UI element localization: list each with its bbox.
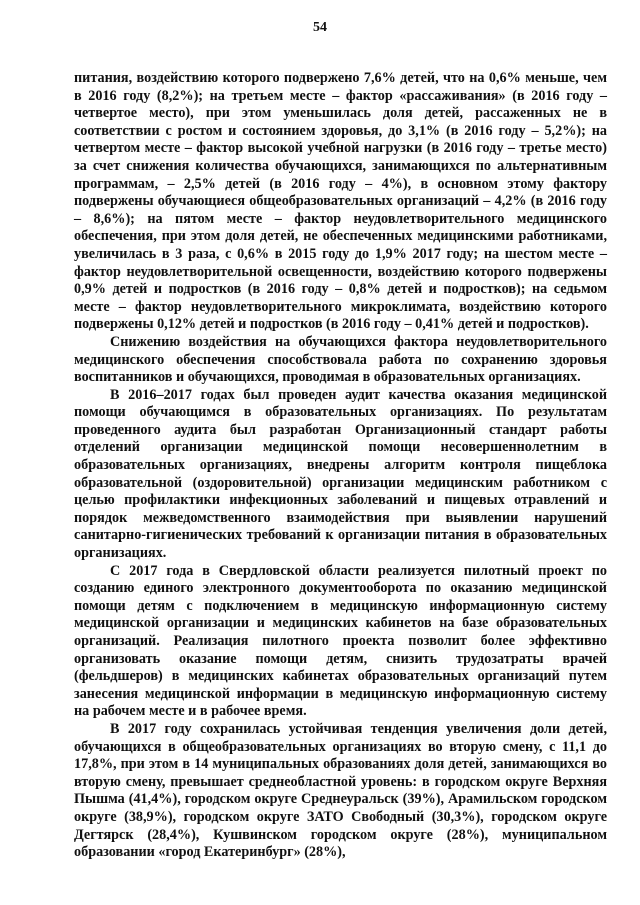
paragraph: В 2016–2017 годах был проведен аудит качества оказания медицинской помощи обучающимся в образовательных организациях. По результатам проведенного аудита был разработан Организационный стандарт работы отделений организации медицинской помощи несовершеннолетним в образовательных организациях, внедрены алгоритм контроля пищеблока образовательной (оздоровительной) организации медицинским работником с целью профилактики инфекционных заболеваний и пищевых отравлений и порядок межведомственного взаимодействия при выявлении нарушений санитарно-гигиенических требований к организации питания в образовательных организациях.	[74, 386, 607, 562]
paragraph: Снижению воздействия на обучающихся фактора неудовлетворительного медицинского обеспечения способствовала работа по сохранению здоровья воспитанников и обучающихся, проводимая в образовательных организациях.	[74, 333, 607, 386]
page-number: 54	[313, 20, 327, 35]
paragraph: В 2017 году сохранилась устойчивая тенденция увеличения доли детей, обучающихся в общеобразовательных организациях во вторую смену, с 11,1 до 17,8%, при этом в 14 муниципальных образованиях доля детей, занимающихся во вторую смену, превышает среднеобластной уровень: в городском округе Верхняя Пышма (41,4%), городском округе Среднеуральск (39%), Арамильском городском округе (38,9%), городском округе ЗАТО Свободный (30,3%), городском округе Дегтярск (28,4%), Кушвинском городском округе (28%), муниципальном образовании «город Екатеринбург» (28%),	[74, 720, 607, 861]
body-text	[74, 70, 607, 862]
paragraph-continuation: питания, воздействию которого подвержено 7,6% детей, что на 0,6% меньше, чем в 2016 году (8,2%); на третьем месте – фактор «рассаживания» (в 2016 году – четвертое место), при этом уменьшилась доля детей, рассаженных не в соответствии с ростом и состоянием здоровья, до 3,1% (в 2016 году – 5,2%); на четвертом месте – фактор высокой учебной нагрузки (в 2016 году – третье место) за счет снижения количества обучающихся, занимающихся по альтернативным программам, – 2,5% детей (в 2016 году – 4%), в основном этому фактору подвержены обучающиеся общеобразовательных организаций – 4,2% (в 2016 году – 8,6%); на пятом месте – фактор неудовлетворительного медицинского обеспечения, при этом доля детей, не обеспеченных медицинскими работниками, увеличилась в 3 раза, с 0,6% в 2015 году до 1,9% 2017 году; на шестом месте – фактор неудовлетворительной освещенности, воздействию которого подвержены 0,9% детей и подростков (в 2016 году – 0,8% детей и подростков); на седьмом месте – фактор неудовлетворительного микроклимата, воздействию которого подвержены 0,12% детей и подростков (в 2016 году – 0,41% детей и подростков).	[74, 70, 607, 333]
paragraph: С 2017 года в Свердловской области реализуется пилотный проект по созданию единого электронного документооборота по оказанию медицинской помощи детям с подключением в медицинскую информационную систему медицинской организации и медицинских кабинетов на базе образовательных организаций. Реализация пилотного проекта позволит более эффективно организовать оказание помощи детям, снизить трудозатраты врачей (фельдшеров) в медицинских кабинетах образовательных организаций путем занесения медицинской информации в медицинскую информационную систему на рабочем месте и в рабочее время.	[74, 562, 607, 720]
